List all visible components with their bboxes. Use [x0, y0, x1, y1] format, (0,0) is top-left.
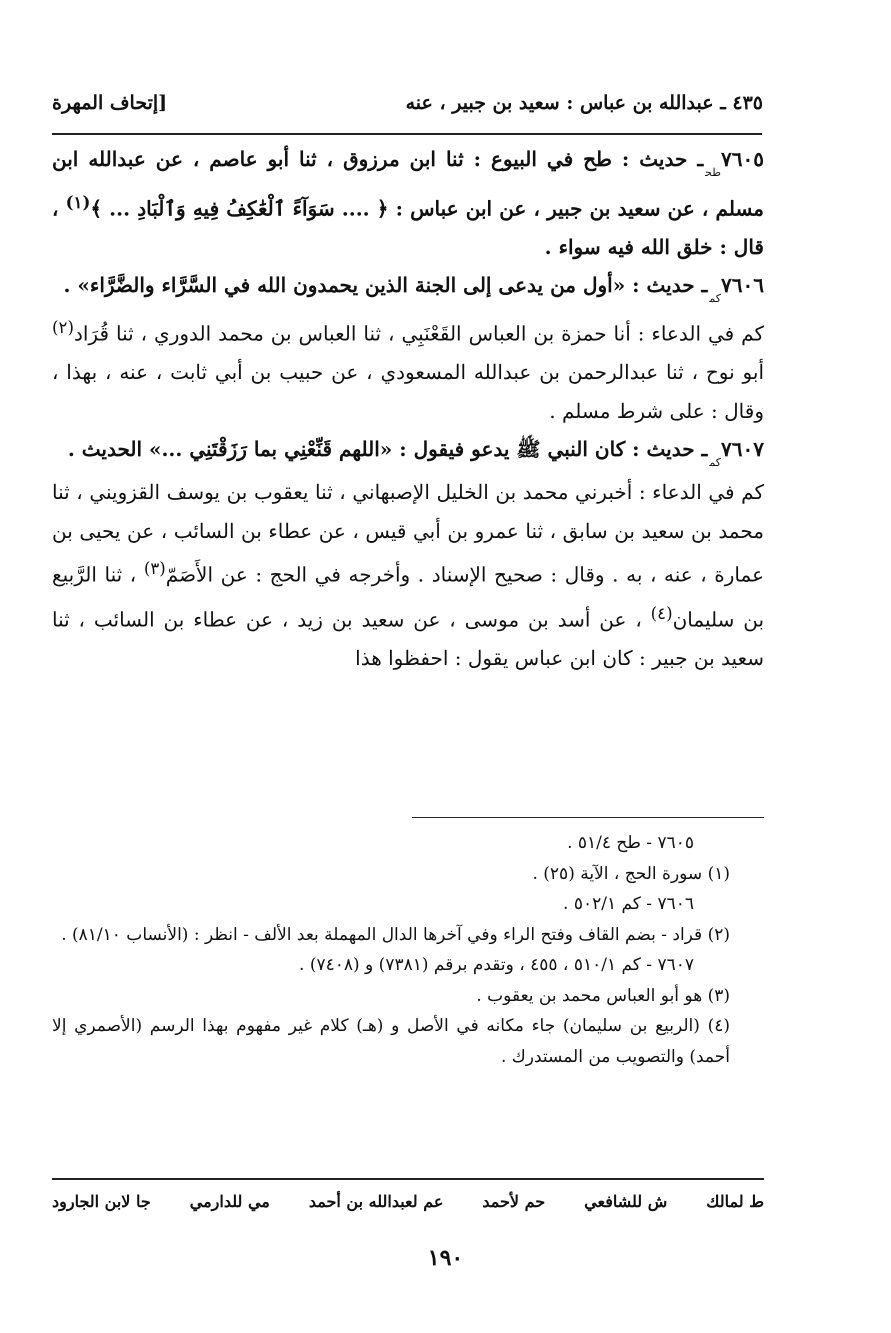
entry-siglum: طح [705, 166, 722, 179]
footnote: ٧٦٠٥ - طح ٥١/٤ . [567, 833, 694, 853]
legend-item: ط لمالك [706, 1192, 764, 1211]
hadith-entry-7605 [52, 140, 764, 266]
footnote: (١) سورة الحج ، الآية (٢٥) . [532, 863, 730, 884]
paragraph-text: ، عن أسد بن موسى ، عن سعيد بن زيد ، عن عطاء بن السائب ، ثنا سعيد بن جبير : كان ابن عباس يقول : احفظوا هذا [52, 607, 764, 670]
entry-siglum: كم [709, 292, 722, 306]
isnad-paragraph [52, 473, 764, 677]
main-text [52, 140, 764, 677]
entry-number: ٧٦٠٥ [721, 147, 764, 171]
footnote: (٤) (الربيع بن سليمان) جاء مكانه في الأصل و (هـ) كلام غير مفهوم بهذا الرسم (الأصمري إلا أحمد) والتصويب من المستدرك . [52, 1016, 730, 1067]
paragraph-text: ، ثنا الرَّبيع بن سليمان [52, 562, 765, 632]
footnote: ٧٦٠٦ - كم ٥٠٢/١ . [563, 894, 694, 914]
footnote: ٧٦٠٧ - كم ٥١٠/١ ، ٤٥٥ ، وتقدم برقم (٧٣٨١) و (٧٤٠٨) . [299, 955, 694, 975]
footnote-ref: (٤) [650, 603, 673, 623]
entry-text: ـ حديث : كان النبي ﷺ يدعو فيقول : «اللهم قَنِّعْنِي بما رَزَقْتَنِي ...» الحديث . [67, 437, 708, 462]
entry-text-tail: ، قال : خلق الله فيه سواء . [52, 196, 764, 259]
footnote-ref: (٢) [52, 318, 74, 338]
legend-item: عم لعبدالله بن أحمد [308, 1192, 444, 1211]
entry-number: ٧٦٠٦ [721, 273, 764, 298]
entry-siglum: كم [709, 456, 722, 470]
footnote-ref: (٣) [143, 559, 166, 579]
footnote-divider [412, 817, 764, 818]
legend-item: مي للدارمي [189, 1192, 270, 1211]
page-number: ١٩٠ [427, 1245, 464, 1271]
hadith-entry-7607 [52, 430, 764, 473]
paragraph-text: كم في الدعاء : أنا حمزة بن العباس القَعْنَبِي ، ثنا العباس بن محمد الدوري ، ثنا قُرَاد [73, 321, 764, 346]
paragraph-text: أبو نوح ، ثنا عبدالرحمن بن عبدالله المسعودي ، عن حبيب بن أبي ثابت ، عنه ، بهذا ، وقال : على شرط مسلم . [52, 360, 764, 423]
legend-item: جا لابن الجارود [52, 1192, 151, 1211]
legend-item: ش للشافعي [584, 1192, 668, 1211]
hadith-entry-7606 [52, 266, 764, 309]
entry-number: ٧٦٠٧ [721, 437, 764, 462]
legend-divider [52, 1178, 764, 1180]
footnote: (٢) قراد - بضم القاف وفتح الراء وفي آخرها الدال المهملة بعد الألف - انظر : (الأنساب ٨١/١٠) . [61, 924, 730, 945]
isnad-paragraph [52, 309, 764, 430]
header-divider [52, 133, 762, 135]
abbreviation-legend [52, 1192, 764, 1220]
footnote: (٣) هو أبو العباس محمد بن يعقوب . [476, 985, 730, 1006]
header-book-title: [إتحاف المهرة [52, 92, 168, 114]
footnote-ref: (١) [65, 191, 91, 212]
entry-text: ـ حديث : طح في البيوع : ثنا ابن مرزوق ، ثنا أبو عاصم ، عن عبدالله ابن مسلم ، عن سعيد بن جبير ، عن ابن عباس : ﴿ .... سَوَآءً ٱلْعَٰكِفُ فِيهِ وَٱلْبَادِ ... ﴾ [52, 147, 765, 221]
running-header [52, 86, 763, 120]
legend-item: حم لأحمد [482, 1192, 546, 1211]
header-section-title: ٤٣٥ ـ عبدالله بن عباس : سعيد بن جبير ، عنه [405, 92, 763, 114]
paragraph-text: كم في الدعاء : أخبرني محمد بن الخليل الإصبهاني ، ثنا يعقوب بن يوسف القزويني ، ثنا محمد بن سعيد بن سابق ، ثنا عمرو بن أبي قيس ، عن عطاء بن السائب ، عن يحيى بن عمارة ، عنه ، به . وقال : صحيح الإسناد . وأخرجه في الحج : عن الأَصَمّ [52, 480, 765, 587]
entry-text: ـ حديث : «أول من يدعى إلى الجنة الذين يحمدون الله في السَّرَّاء والضَّرَّاء» . [63, 273, 708, 298]
footnotes [52, 828, 764, 1072]
